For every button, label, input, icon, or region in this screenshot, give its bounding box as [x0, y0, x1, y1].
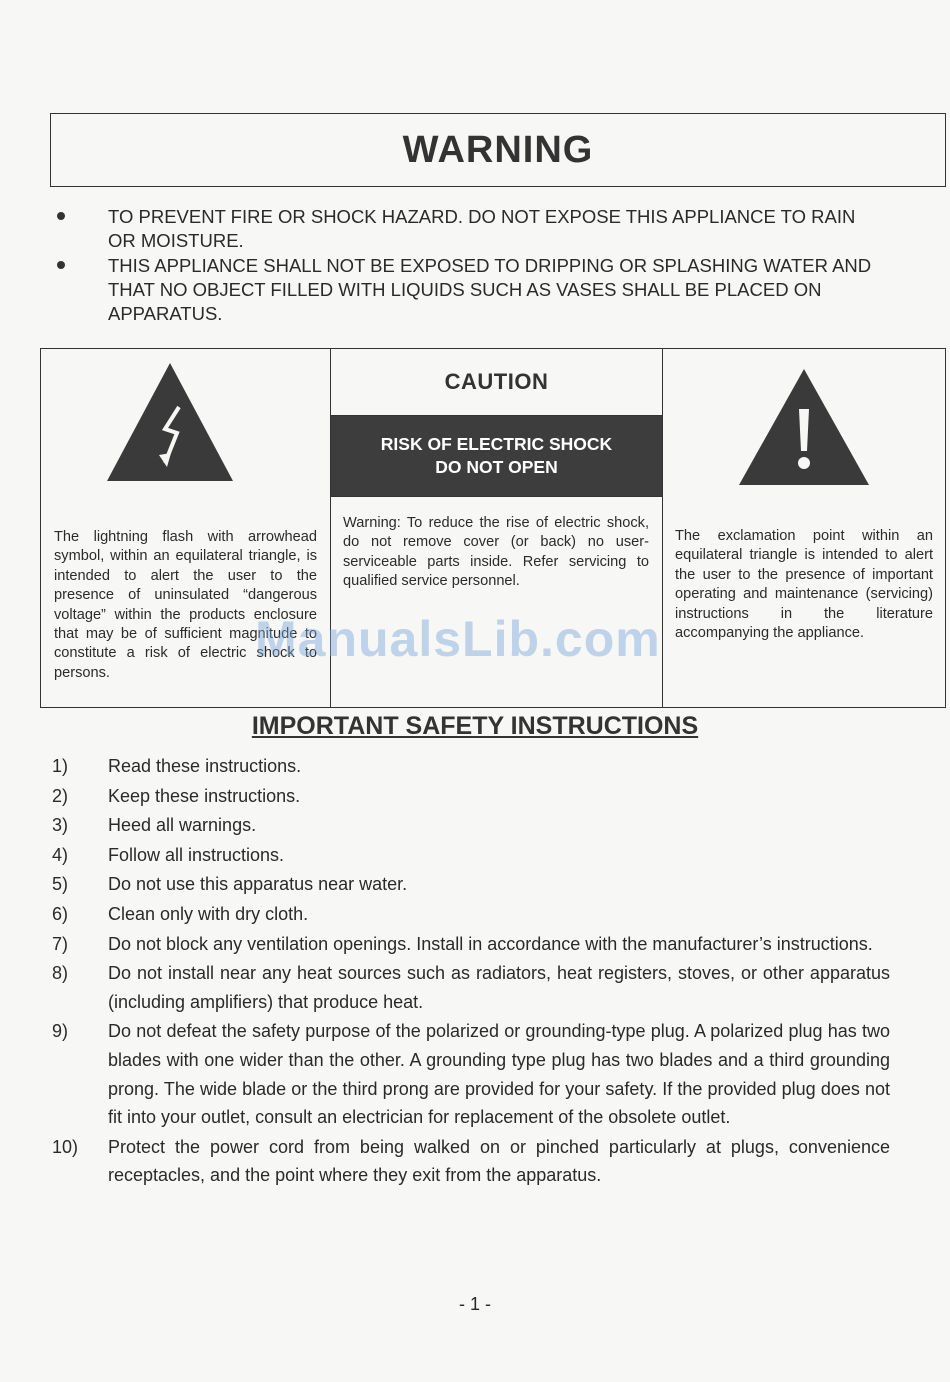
page-number: - 1 -	[458, 1294, 491, 1314]
list-item	[52, 811, 890, 840]
item-text: Keep these instructions.	[108, 785, 301, 806]
item-number: 7)	[52, 933, 69, 954]
warning-bullets	[54, 205, 884, 327]
item-text: Heed all warnings.	[108, 815, 257, 836]
caution-line-2: DO NOT OPEN	[435, 457, 558, 477]
item-number: 5)	[52, 874, 69, 895]
lightning-description: The lightning flash with arrowhead symbol, within an equilateral triangle, is intended to alert the user to the presence of uninsulated “dangerous voltage” within the products enclosure that may be of sufficient magnitude to constitute a risk of electric shock to persons.	[54, 529, 317, 681]
list-item	[52, 870, 890, 899]
warning-header-box	[50, 113, 946, 187]
list-item	[52, 959, 890, 1016]
warning-bullet-text: TO PREVENT FIRE OR SHOCK HAZARD. DO NOT EXPOSE THIS APPLIANCE TO RAIN OR MOISTURE.	[108, 206, 856, 251]
item-number: 9)	[52, 1021, 69, 1042]
item-number: 1)	[52, 756, 69, 776]
lightning-triangle-icon	[107, 363, 233, 481]
item-text: Do not defeat the safety purpose of the polarized or grounding-type plug. A polarized plug has two blades with one wider than the other. A grounding type plug has two blades and a third grounding prong. The wide blade or the third prong are provided for your safety. If the provided plug does not fit into your outlet, consult an electrician for replacement of the obsolete outlet.	[108, 1021, 890, 1128]
caution-label: CAUTION	[444, 369, 549, 394]
caution-description: Warning: To reduce the rise of electric shock, do not remove cover (or back) no user-serviceable parts inside. Refer servicing to qualified service personnel.	[343, 515, 649, 590]
list-item	[52, 900, 890, 929]
warning-title: WARNING	[402, 128, 594, 171]
exclamation-symbol-cell	[663, 349, 947, 707]
list-item	[52, 930, 890, 959]
item-text: Protect the power cord from being walked on or pinched particularly at plugs, convenience receptacles, and the point where they exit from the apparatus.	[108, 1136, 890, 1186]
list-item	[52, 1133, 890, 1190]
item-number: 2)	[52, 785, 69, 806]
bullet-dot-icon	[57, 261, 65, 269]
item-text: Read these instructions.	[108, 756, 302, 776]
item-number: 3)	[52, 815, 69, 836]
exclamation-description: The exclamation point within an equilateral triangle is intended to alert the user to the presence of important operating and maintenance (servicing) instructions in the literature accompanying the appliance.	[675, 528, 933, 642]
bullet-dot-icon	[57, 212, 65, 220]
list-item	[52, 782, 890, 811]
safety-instructions-list	[52, 752, 890, 1191]
safety-instructions-title: IMPORTANT SAFETY INSTRUCTIONS	[251, 712, 699, 740]
warning-bullet	[54, 205, 884, 253]
item-number: 10)	[52, 1136, 79, 1157]
item-text: Do not use this apparatus near water.	[108, 874, 408, 895]
item-number: 8)	[52, 963, 69, 984]
caution-line-1: RISK OF ELECTRIC SHOCK	[380, 434, 613, 454]
warning-bullet	[54, 254, 884, 326]
item-text: Do not install near any heat sources such as radiators, heat registers, stoves, or other apparatus (including amplifiers) that produce heat.	[108, 963, 890, 1012]
item-number: 4)	[52, 844, 69, 865]
item-number: 6)	[52, 903, 69, 924]
exclamation-triangle-icon	[739, 369, 869, 485]
warning-bullet-text: THIS APPLIANCE SHALL NOT BE EXPOSED TO DRIPPING OR SPLASHING WATER AND THAT NO OBJECT FILLED WITH LIQUIDS SUCH AS VASES SHALL BE PLACED ON APPARATUS.	[108, 255, 872, 324]
watermark: ManualsLib.com	[255, 611, 661, 667]
caution-band	[331, 415, 662, 497]
list-item	[52, 841, 890, 870]
item-text: Clean only with dry cloth.	[108, 903, 309, 924]
list-item	[52, 752, 890, 781]
list-item	[52, 1017, 890, 1131]
item-text: Follow all instructions.	[108, 844, 285, 865]
item-text: Do not block any ventilation openings. Install in accordance with the manufacturer’s instructions.	[108, 933, 873, 954]
